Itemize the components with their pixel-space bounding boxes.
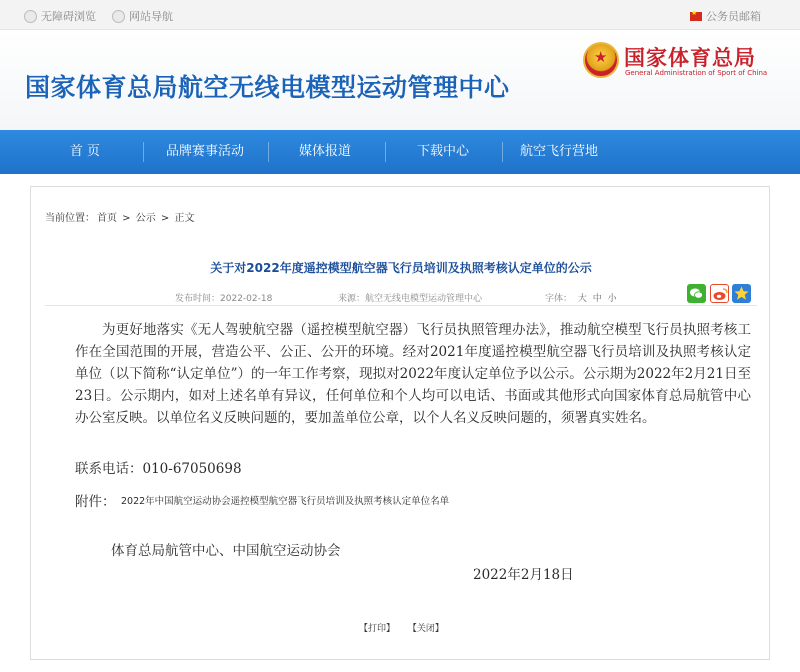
brand-logo-english: General Administration of Sport of China — [625, 69, 768, 77]
attachment-link[interactable]: 2022年中国航空运动协会遥控模型航空器飞行员培训及执照考核认定单位名单 — [121, 496, 450, 507]
source-label: 来源： — [338, 294, 366, 304]
article-source — [338, 291, 482, 304]
article-actions — [359, 621, 454, 634]
contact-phone-label: 联系电话： — [75, 461, 143, 477]
font-size-label: 字体： — [545, 294, 573, 304]
attachment-label: 附件： — [75, 494, 116, 510]
brand-logo-text[interactable]: 国家体育总局 — [624, 46, 756, 70]
contact-phone-value: 010-67050698 — [142, 461, 242, 477]
nav-item-home[interactable]: 首 页 — [69, 144, 101, 159]
article-body: 为更好地落实《无人驾驶航空器（遥控模型航空器）飞行员执照管理办法》，推动航空模型飞行员执照考核工作在全国范围的开展，营造公平、公正、公开的环境。经对2021年度遥控模型航空器飞行员培训及执照考核认定单位（以下简称“认定单位”）的一年工作考察，现拟对2022年度认定单位予以公示。公示期为2022年2月21日至23日。公示期内，如对上述名单有异议，任何单位和个人均可以电话、书面或其他形式向国家体育总局航管中心办公室反映。以单位名义反映问题的，要加盖单位公章，以个人名义反映问题的，须署真实姓名。 — [75, 322, 751, 426]
site-header — [0, 30, 800, 130]
contact-phone — [75, 457, 242, 477]
accessibility-link[interactable] — [24, 8, 96, 24]
accessibility-label: 无障碍浏览 — [41, 10, 96, 23]
nav-divider — [385, 142, 386, 162]
publish-date-label: 发布时间： — [175, 294, 221, 304]
sitemap-link[interactable] — [112, 8, 173, 24]
signature-organization: 体育总局航管中心、中国航空运动协会 — [111, 543, 341, 559]
print-button[interactable]: 【打印】 — [359, 624, 396, 634]
nav-item-brand-events[interactable]: 品牌赛事活动 — [165, 144, 244, 159]
weibo-icon — [711, 285, 730, 304]
nav-item-media[interactable]: 媒体报道 — [298, 144, 351, 159]
source-value: 航空无线电模型运动管理中心 — [365, 294, 483, 304]
breadcrumb-separator: > — [119, 213, 134, 224]
breadcrumb-prefix: 当前位置： — [45, 213, 95, 224]
close-button[interactable]: 【关闭】 — [407, 624, 444, 634]
nav-divider — [268, 142, 269, 162]
breadcrumb-separator: > — [157, 213, 173, 224]
breadcrumb-current: 正文 — [174, 213, 195, 224]
site-title[interactable]: 国家体育总局航空无线电模型运动管理中心 — [25, 73, 510, 102]
font-size-medium-button[interactable]: 中 — [592, 294, 602, 304]
civil-servant-mail-link[interactable] — [690, 8, 761, 24]
font-size-switcher — [545, 291, 617, 304]
publish-date — [175, 291, 272, 304]
nav-item-flight-camp[interactable]: 航空飞行营地 — [519, 144, 598, 159]
share-favorite-button[interactable] — [732, 284, 751, 303]
meta-divider — [45, 305, 757, 306]
publish-date-value: 2022-02-18 — [220, 294, 273, 304]
breadcrumb — [45, 209, 197, 224]
nav-item-downloads[interactable]: 下载中心 — [416, 144, 469, 159]
share-wechat-button[interactable] — [687, 284, 706, 303]
top-utility-bar — [0, 0, 800, 30]
national-emblem-icon — [583, 42, 619, 78]
font-size-small-button[interactable]: 小 — [607, 294, 617, 304]
main-nav — [0, 130, 800, 174]
article-panel — [30, 186, 770, 660]
wechat-icon — [687, 284, 706, 303]
sitemap-label: 网站导航 — [129, 10, 173, 23]
accessibility-icon — [24, 10, 37, 23]
nav-divider — [502, 142, 503, 162]
star-icon — [732, 284, 751, 303]
font-size-large-button[interactable]: 大 — [577, 294, 587, 304]
breadcrumb-home-link[interactable]: 首页 — [97, 213, 117, 224]
signature-date: 2022年2月18日 — [473, 567, 574, 583]
breadcrumb-notice-link[interactable]: 公示 — [135, 213, 156, 224]
flag-icon — [690, 12, 702, 21]
sitemap-icon — [112, 10, 125, 23]
share-weibo-button[interactable] — [710, 284, 729, 303]
article-title: 关于对2022年度遥控模型航空器飞行员培训及执照考核认定单位的公示 — [210, 261, 592, 275]
nav-divider — [143, 142, 144, 162]
civil-servant-mail-label: 公务员邮箱 — [706, 10, 761, 23]
